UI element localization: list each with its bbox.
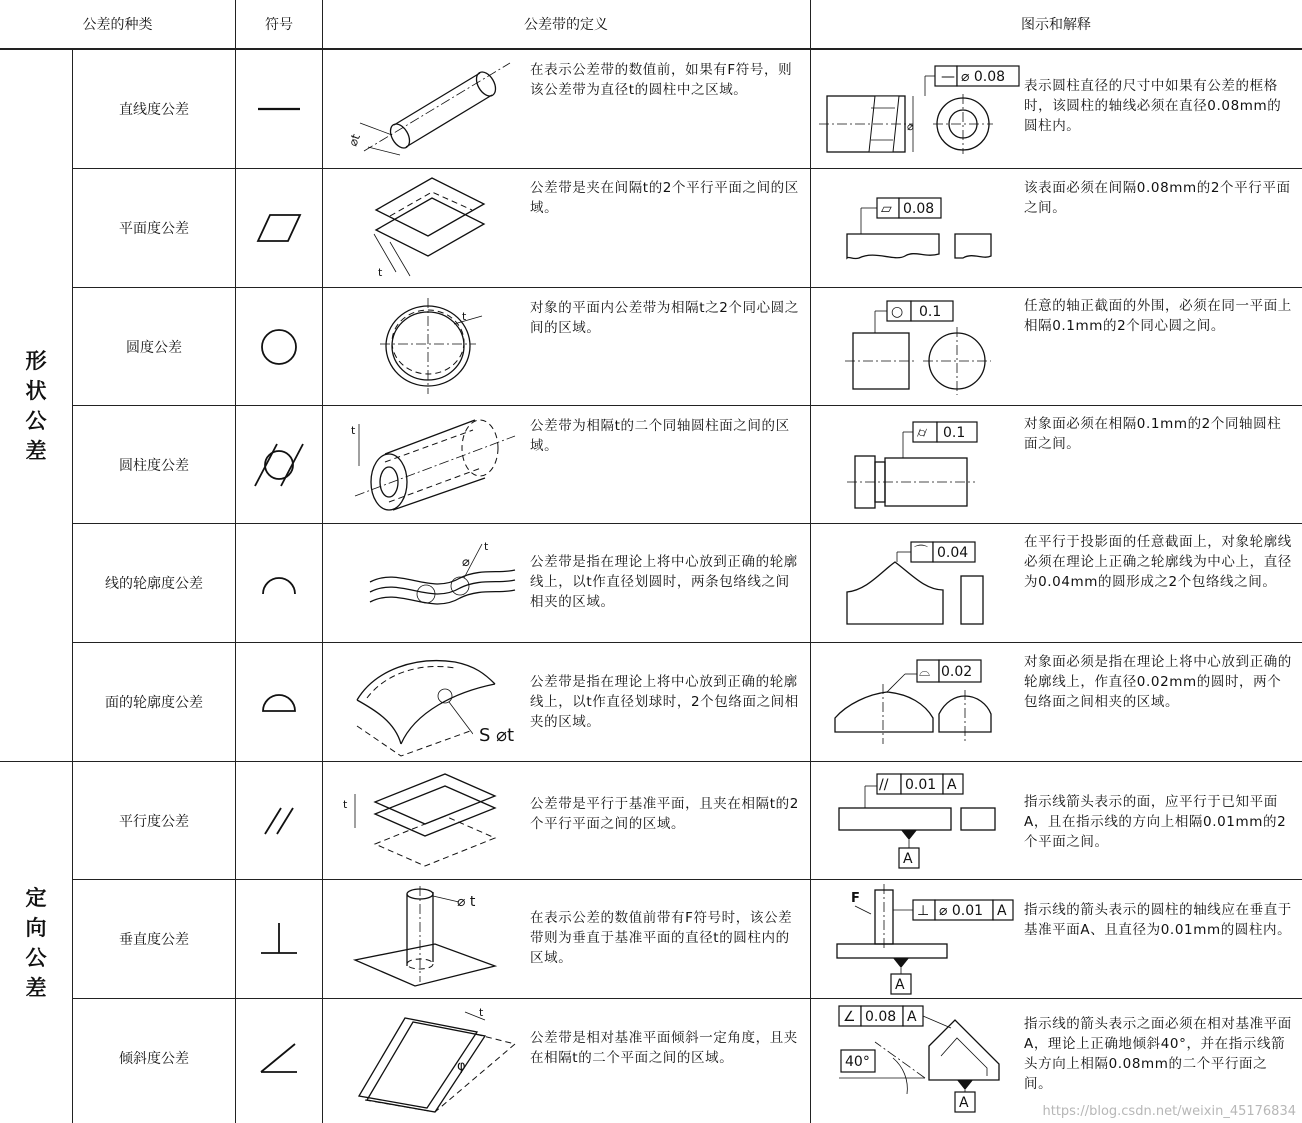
row-explanation: 指示线的箭头表示之面必须在相对基准平面A，理论上正确地倾斜40°，并在指示线箭头方向上相隔0.08mm的二个平行面之间。 — [1024, 1016, 1292, 1092]
frame-value: 0.08 — [865, 1009, 897, 1025]
svg-text:t: t — [479, 1006, 484, 1019]
svg-text:⌀: ⌀ — [907, 120, 914, 133]
straightness-symbol — [236, 50, 322, 168]
cylindricity-zone-figure — [345, 410, 525, 520]
row-name: 直线度公差 — [119, 102, 189, 118]
roundness-illustration — [815, 295, 1020, 401]
parallelism-illustration — [815, 766, 1020, 874]
frame-value: 0.08 — [903, 201, 935, 217]
flatness-zone-figure — [360, 172, 525, 284]
group-char: 差 — [25, 975, 47, 1000]
row-name: 垂直度公差 — [119, 932, 189, 948]
row-definition: 公差带是指在理论上将中心放到正确的轮廓线上，以t作直径划球时，2个包络面之间相夹的区域。 — [530, 674, 799, 730]
group-form-tolerance — [0, 50, 72, 761]
watermark: https://blog.csdn.net/weixin_45176834 — [1042, 1104, 1296, 1119]
cylindricity-illustration — [815, 412, 1020, 518]
straightness-zone-figure — [340, 55, 525, 165]
surface-profile-zone-figure — [345, 648, 525, 758]
cylindricity-symbol — [236, 406, 322, 523]
frame-symbol: ⌒ — [914, 545, 928, 561]
row-name: 圆柱度公差 — [119, 457, 189, 474]
svg-text:⌀: ⌀ — [462, 555, 470, 570]
row-explanation: 该表面必须在间隔0.08mm的2个平行平面之间。 — [1024, 180, 1291, 216]
datum-label: A — [895, 977, 905, 993]
row-explanation: 在平行于投影面的任意截面上，对象轮廓线必须在理论上正确之轮廓线为中心上，直径为0.04mm的圆形成之2个包络线之间。 — [1024, 534, 1292, 590]
flatness-symbol — [236, 169, 322, 287]
group-char: 形 — [25, 348, 47, 373]
line-profile-zone-figure — [360, 530, 525, 638]
frame-value: 0.01 — [905, 777, 937, 793]
frame-value: 0.02 — [941, 664, 973, 680]
row-explanation: 对象面必须是指在理论上将中心放到正确的轮廓线上，作直径0.02mm的圆时，两个包络面之间相夹的区域。 — [1024, 654, 1292, 710]
svg-text:⌀t: ⌀t — [345, 132, 363, 149]
row-definition: 公差带为相隔t的二个同轴圆柱面之间的区域。 — [530, 418, 790, 454]
perpendicularity-label: ⌀ t — [457, 894, 476, 910]
svg-text:t: t — [462, 310, 467, 323]
frame-value: 0.1 — [919, 304, 942, 320]
roundness-zone-figure — [370, 290, 520, 402]
frame-datum: A — [907, 1009, 917, 1025]
row-explanation: 任意的轴正截面的外围，必须在同一平面上相隔0.1mm的2个同心圆之间。 — [1024, 298, 1292, 334]
angularity-illustration — [815, 1002, 1020, 1114]
surface-profile-illustration — [815, 648, 1020, 756]
row-definition: 公差带是夹在间隔t的2个平行平面之间的区域。 — [530, 180, 799, 216]
frame-value: 0.1 — [943, 425, 966, 441]
group-char: 定 — [25, 885, 47, 910]
group-char: 状 — [25, 378, 47, 403]
row-definition: 在表示公差带的数值前，如果有F符号，则该公差带为直径t的圆柱中之区域。 — [530, 62, 793, 98]
row-explanation: 表示圆柱直径的尺寸中如果有公差的框格时，该圆柱的轴线必须在直径0.08mm的圆柱内。 — [1024, 78, 1282, 134]
frame-symbol: ⌭ — [917, 425, 928, 441]
parallelism-symbol — [236, 762, 322, 879]
perpendicularity-illustration — [815, 884, 1020, 996]
group-char: 差 — [25, 438, 47, 463]
header-type: 公差的种类 — [82, 17, 153, 33]
svg-text:t: t — [484, 540, 489, 553]
roundness-symbol — [236, 288, 322, 405]
row-name: 平行度公差 — [119, 813, 189, 830]
row-definition: 在表示公差的数值前带有F符号时，该公差带则为垂直于基准平面的直径t的圆柱内的区域。 — [530, 910, 793, 966]
row-name: 线的轮廓度公差 — [105, 576, 203, 592]
perpendicularity-zone-figure — [335, 886, 520, 994]
group-char: 公 — [25, 945, 47, 970]
parallelism-zone-figure — [335, 768, 520, 876]
datum-label: A — [959, 1095, 969, 1111]
frame-symbol: — — [941, 69, 955, 85]
surface-profile-label: S ⌀t — [479, 725, 515, 746]
row-definition: 对象的平面内公差带为相隔t之2个同心圆之间的区域。 — [530, 300, 799, 336]
angle-label: 40° — [845, 1054, 870, 1070]
row-explanation: 指示线箭头表示的面，应平行于已知平面A，且在指示线的方向上相隔0.01mm的2个平面之间。 — [1024, 794, 1287, 850]
angularity-zone-figure — [345, 1004, 520, 1116]
frame-symbol: ▱ — [881, 201, 892, 217]
angularity-symbol — [236, 999, 322, 1117]
row-name: 面的轮廓度公差 — [105, 695, 203, 711]
row-name: 圆度公差 — [126, 339, 182, 356]
surface-profile-symbol — [236, 643, 322, 761]
frame-value: 0.04 — [937, 545, 969, 561]
straightness-illustration — [815, 56, 1020, 164]
frame-value: ⌀ 0.08 — [961, 69, 1006, 85]
svg-text:φ: φ — [457, 1059, 466, 1074]
row-name: 平面度公差 — [119, 221, 189, 237]
row-explanation: 对象面必须在相隔0.1mm的2个同轴圆柱面之间。 — [1024, 416, 1282, 452]
header-illustration: 图示和解释 — [1021, 17, 1091, 33]
frame-symbol: ⌓ — [919, 664, 931, 680]
frame-symbol: // — [879, 777, 889, 793]
row-name: 倾斜度公差 — [119, 1051, 189, 1067]
group-orientation-tolerance — [0, 762, 72, 1123]
group-char: 公 — [25, 408, 47, 433]
frame-symbol: ⊥ — [917, 903, 930, 919]
datum-label: A — [903, 851, 913, 867]
header-definition: 公差带的定义 — [524, 17, 608, 33]
frame-value: ⌀ 0.01 — [939, 903, 984, 919]
f-label: F — [851, 891, 860, 906]
frame-datum: A — [947, 777, 957, 793]
row-explanation: 指示线的箭头表示的圆柱的轴线应在垂直于基准平面A、且直径为0.01mm的圆柱内。 — [1024, 902, 1292, 938]
svg-text:t: t — [378, 266, 383, 279]
row-definition: 公差带是指在理论上将中心放到正确的轮廓线上，以t作直径划圆时，两条包络线之间相夹的区域。 — [530, 554, 798, 610]
group-char: 向 — [25, 915, 47, 940]
header-symbol: 符号 — [265, 17, 293, 33]
svg-text:t: t — [343, 798, 348, 811]
line-profile-symbol — [236, 524, 322, 642]
line-profile-illustration — [815, 530, 1020, 636]
flatness-illustration — [815, 178, 1020, 284]
frame-datum: A — [997, 903, 1007, 919]
frame-symbol: ∠ — [843, 1009, 856, 1025]
row-definition: 公差带是平行于基准平面，且夹在相隔t的2个平行平面之间的区域。 — [530, 796, 799, 832]
frame-symbol: ○ — [891, 304, 904, 320]
svg-text:t: t — [351, 424, 356, 437]
row-definition: 公差带是相对基准平面倾斜一定角度，且夹在相隔t的二个平面之间的区域。 — [530, 1030, 798, 1066]
perpendicularity-symbol — [236, 880, 322, 998]
